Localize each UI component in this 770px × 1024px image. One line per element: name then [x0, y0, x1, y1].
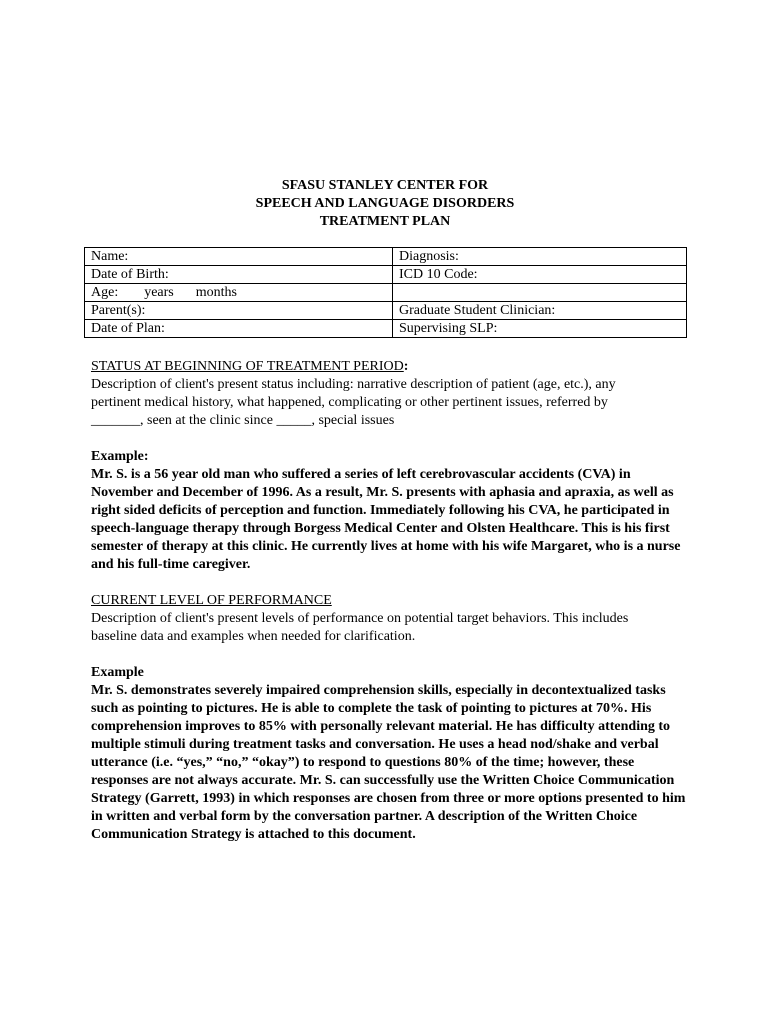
table-row: [85, 320, 687, 338]
months-label: months: [195, 285, 237, 300]
document-title: [0, 177, 770, 231]
age-cell: [85, 284, 393, 302]
performance-description-line-2: baseline data and examples when needed for clarification.: [91, 629, 416, 644]
parents-cell: Parent(s):: [85, 302, 393, 320]
document-body: [91, 358, 691, 844]
status-example-text: Mr. S. is a 56 year old man who suffered a series of left cerebrovascular accidents (CVA) in November and December of 1996. As a result, Mr. S. presents with aphasia and apraxia, as well as right sided deficits of perception and function. Immediately following his CVA, he participated in speech-language therapy through Borgess Medical Center and Olsten Healthcare. This is his first semester of therapy at this clinic. He currently lives at home with his wife Margaret, who is a nurse and his full-time caregiver.: [91, 467, 681, 572]
name-cell: Name:: [85, 248, 393, 266]
age-label: Age:: [91, 285, 119, 300]
status-description-line-2: pertinent medical history, what happened, complicating or other pertinent issues, referred by: [91, 395, 608, 410]
icd-code-cell: ICD 10 Code:: [393, 266, 687, 284]
dob-cell: Date of Birth:: [85, 266, 393, 284]
client-info-table: [84, 247, 687, 338]
status-heading: STATUS AT BEGINNING OF TREATMENT PERIOD: [91, 359, 404, 374]
performance-heading: CURRENT LEVEL OF PERFORMANCE: [91, 593, 332, 608]
table-row: [85, 302, 687, 320]
title-line-2: SPEECH AND LANGUAGE DISORDERS: [255, 196, 515, 211]
clinician-cell: Graduate Student Clinician:: [393, 302, 687, 320]
performance-description-line-1: Description of client's present levels of performance on potential target behaviors. This includes: [91, 611, 629, 626]
status-example-label: Example:: [91, 449, 149, 464]
date-of-plan-cell: Date of Plan:: [85, 320, 393, 338]
status-heading-line: [91, 358, 691, 376]
status-description-line-3: _______, seen at the clinic since _____, special issues: [91, 413, 395, 428]
supervising-slp-cell: Supervising SLP:: [393, 320, 687, 338]
performance-example-label: Example: [91, 665, 144, 680]
status-heading-colon: :: [403, 359, 409, 374]
table-row: [85, 266, 687, 284]
title-line-1: SFASU STANLEY CENTER FOR: [281, 178, 489, 193]
table-row: [85, 284, 687, 302]
table-row: [85, 248, 687, 266]
empty-cell: [393, 284, 687, 302]
years-label: years: [144, 285, 174, 300]
status-description-line-1: Description of client's present status including: narrative description of patient (age, etc.), any: [91, 377, 616, 392]
performance-example-text: Mr. S. demonstrates severely impaired comprehension skills, especially in decontextualized tasks such as pointing to pictures. He is able to complete the task of pointing to pictures at 70%. His comprehension improves to 85% with personally relevant material. He has difficulty attending to multiple stimuli during treatment tasks and conversation. He uses a head nod/shake and verbal utterance (i.e. “yes,” “no,” “okay”) to respond to questions 80% of the time; however, these responses are not always accurate. Mr. S. can successfully use the Written Choice Communication Strategy (Garrett, 1993) in which responses are chosen from three or more options presented to him in written and verbal form by the conversation partner. A description of the Written Choice Communication Strategy is attached to this document.: [91, 683, 686, 842]
title-line-3: TREATMENT PLAN: [319, 214, 451, 229]
diagnosis-cell: Diagnosis:: [393, 248, 687, 266]
